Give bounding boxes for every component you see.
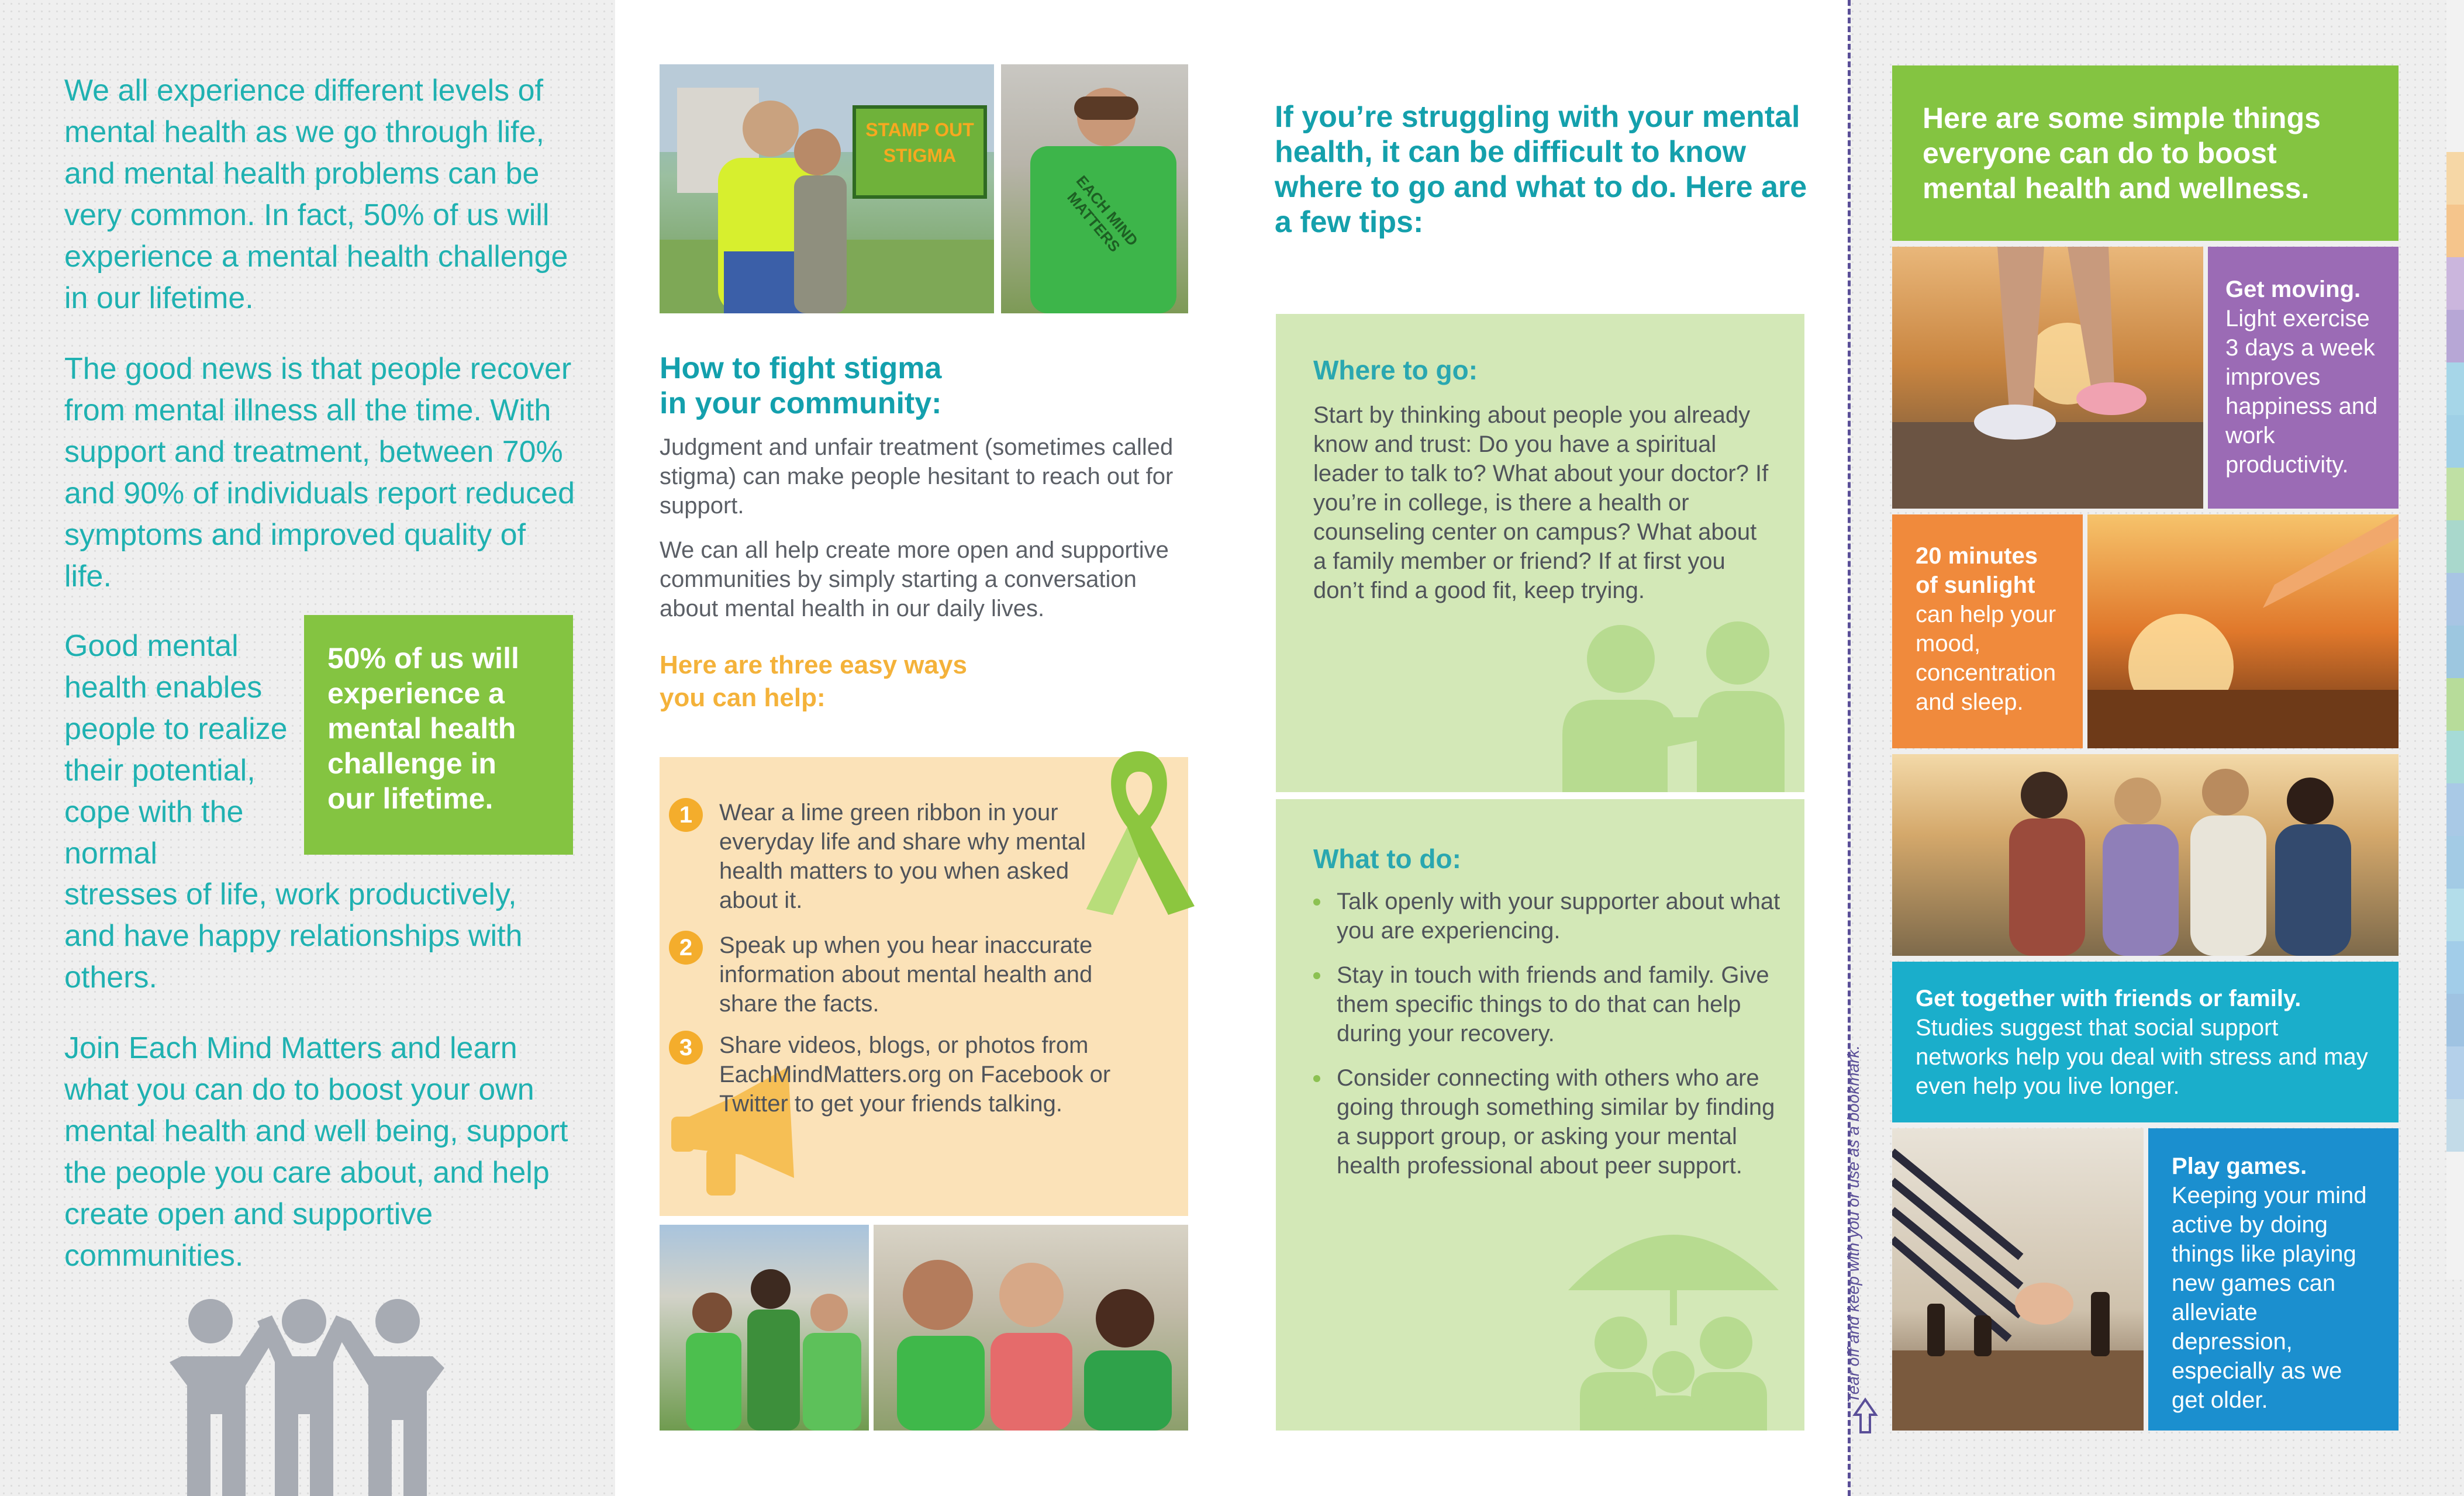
photo-group-volunteers — [660, 1225, 869, 1431]
arrow-up-icon — [1852, 1397, 1878, 1435]
callout-text: 50% of us will experience a mental health challenge in our lifetime. — [327, 642, 519, 815]
bookmark-header — [1892, 65, 2399, 241]
struggling-heading-text: If you’re struggling with your mental health, it can be difficult to know where to go and what to do. Here are a few tips: — [1275, 100, 1807, 239]
tip-text-3 — [719, 1031, 1117, 1118]
stamp-out-stigma-sign: STAMP OUT STIGMA — [853, 105, 987, 199]
tip-text-3-content: Share videos, blogs, or photos from EachMindMatters.org on Facebook or Twitter to get your friends talking. — [719, 1032, 1111, 1117]
bullet-dot-icon — [1313, 972, 1320, 979]
what-to-do-title: What to do: — [1313, 844, 1461, 874]
photo-friends — [1892, 754, 2399, 956]
card-sunlight — [1892, 514, 2083, 748]
photo-sunset-field — [2087, 514, 2399, 748]
card-play-games — [2148, 1128, 2399, 1431]
wellness-paragraph-end: stresses of life, work productively, and have happy relationships with others. — [64, 877, 523, 994]
ways-box — [660, 757, 1188, 1216]
stigma-paragraph-2: We can all help create more open and supportive communities by simply starting a conversation about mental health in our daily lives. — [660, 537, 1169, 621]
bullet-dot-icon — [1313, 899, 1320, 906]
left-column-text — [64, 70, 579, 597]
photo-three-women — [874, 1225, 1188, 1431]
wellness-paragraph-start: Good mental health enables people to realize their potential, cope with the normal — [64, 629, 288, 870]
card-play-games-text: Keeping your mind active by doing things like playing new games can alleviate depression, especially as we get older. — [2172, 1183, 2367, 1413]
card-play-games-title: Play games. — [2172, 1153, 2307, 1179]
what-to-do-list — [1313, 887, 1781, 1180]
stigma-section — [660, 351, 1186, 714]
struggling-heading — [1275, 99, 1818, 240]
wellness-paragraph-wrapped — [64, 626, 310, 875]
each-mind-matters-bag-text: EACH MIND MATTERS — [1064, 172, 1142, 255]
where-to-go-text: Start by thinking about people you already know and trust: Do you have a spiritual leader to talk to? What about your doctor? If you’re in college, is there a health or counseling center on campus? What about a family member or friend? If at first you don’t find a good fit, keep trying. — [1313, 402, 1769, 603]
tip-text-2: Speak up when you hear inaccurate information about mental health and share the facts. — [719, 932, 1093, 1017]
color-tab-strip — [2446, 0, 2464, 1496]
stigma-heading-line2: in your community: — [660, 386, 942, 420]
tip-number-3: 3 — [669, 1031, 703, 1065]
people-group-icon — [158, 1298, 485, 1496]
bookmark-header-text: Here are some simple things everyone can do to boost mental health and wellness. — [1923, 102, 2321, 205]
what-to-do-item — [1313, 961, 1781, 1048]
umbrella-family-icon — [1557, 1203, 1790, 1431]
photo-bag-holder — [1001, 64, 1188, 313]
bullet-dot-icon — [1313, 1075, 1320, 1082]
card-sunlight-title: 20 minutes of sunlight — [1916, 543, 2038, 598]
photo-rally-sign — [660, 64, 994, 313]
stigma-paragraph-1: Judgment and unfair treatment (sometimes called stigma) can make people hesitant to reach out for support. — [660, 434, 1174, 519]
callout-box — [304, 615, 573, 855]
two-people-icon — [1551, 618, 1796, 792]
intro-paragraph: We all experience different levels of mental health as we go through life, and mental health problems can be very common. In fact, 50% of us will experience a mental health challenge in our lifetime. — [64, 74, 568, 315]
where-to-go-box — [1276, 314, 1804, 792]
card-friends-family — [1892, 962, 2399, 1122]
join-paragraph: Join Each Mind Matters and learn what you can do to boost your own mental health and well being, support the people you care about, and help create open and supportive communities. — [64, 1031, 568, 1273]
where-to-go-title: Where to go: — [1313, 355, 1478, 385]
what-to-do-item-text: Talk openly with your supporter about what you are experiencing. — [1337, 889, 1780, 944]
recovery-paragraph: The good news is that people recover from mental illness all the time. With support and treatment, between 70% and 90% of individuals report reduced symptoms and improved quality of life. — [64, 352, 575, 593]
photo-walking-feet — [1892, 247, 2203, 509]
wellness-paragraph-continued — [64, 874, 579, 1277]
what-to-do-item — [1313, 887, 1781, 945]
what-to-do-item-text: Stay in touch with friends and family. Give them specific things to do that can help during your recovery. — [1337, 962, 1769, 1046]
ribbon-icon — [1081, 740, 1198, 938]
card-sunlight-text: can help your mood, concentration and sleep. — [1916, 602, 2056, 715]
card-get-moving-text: Light exercise 3 days a week improves happiness and work productivity. — [2225, 306, 2378, 478]
tip-number-1: 1 — [669, 798, 703, 832]
stigma-heading-line1: How to fight stigma — [660, 351, 942, 385]
ways-heading-line2: you can help: — [660, 683, 826, 712]
what-to-do-item — [1313, 1063, 1781, 1180]
card-friends-family-text: Studies suggest that social support networks help you deal with stress and may even help you live longer. — [1916, 1015, 2368, 1099]
tip-text-1: Wear a lime green ribbon in your everyday life and share why mental health matters to you when asked about it. — [719, 800, 1086, 913]
photo-chess — [1892, 1128, 2144, 1431]
ways-heading-line1: Here are three easy ways — [660, 651, 967, 679]
card-get-moving — [2208, 247, 2399, 509]
tip-number-2: 2 — [669, 931, 703, 965]
tear-off-note: Tear off and keep with you or use as a bookmark. — [1844, 1045, 1862, 1403]
card-friends-family-title: Get together with friends or family. — [1916, 986, 2301, 1011]
card-get-moving-title: Get moving. — [2225, 277, 2361, 302]
what-to-do-item-text: Consider connecting with others who are going through something similar by finding a support group, or asking your mental health professional about peer support. — [1337, 1065, 1775, 1179]
what-to-do-box — [1276, 799, 1804, 1431]
